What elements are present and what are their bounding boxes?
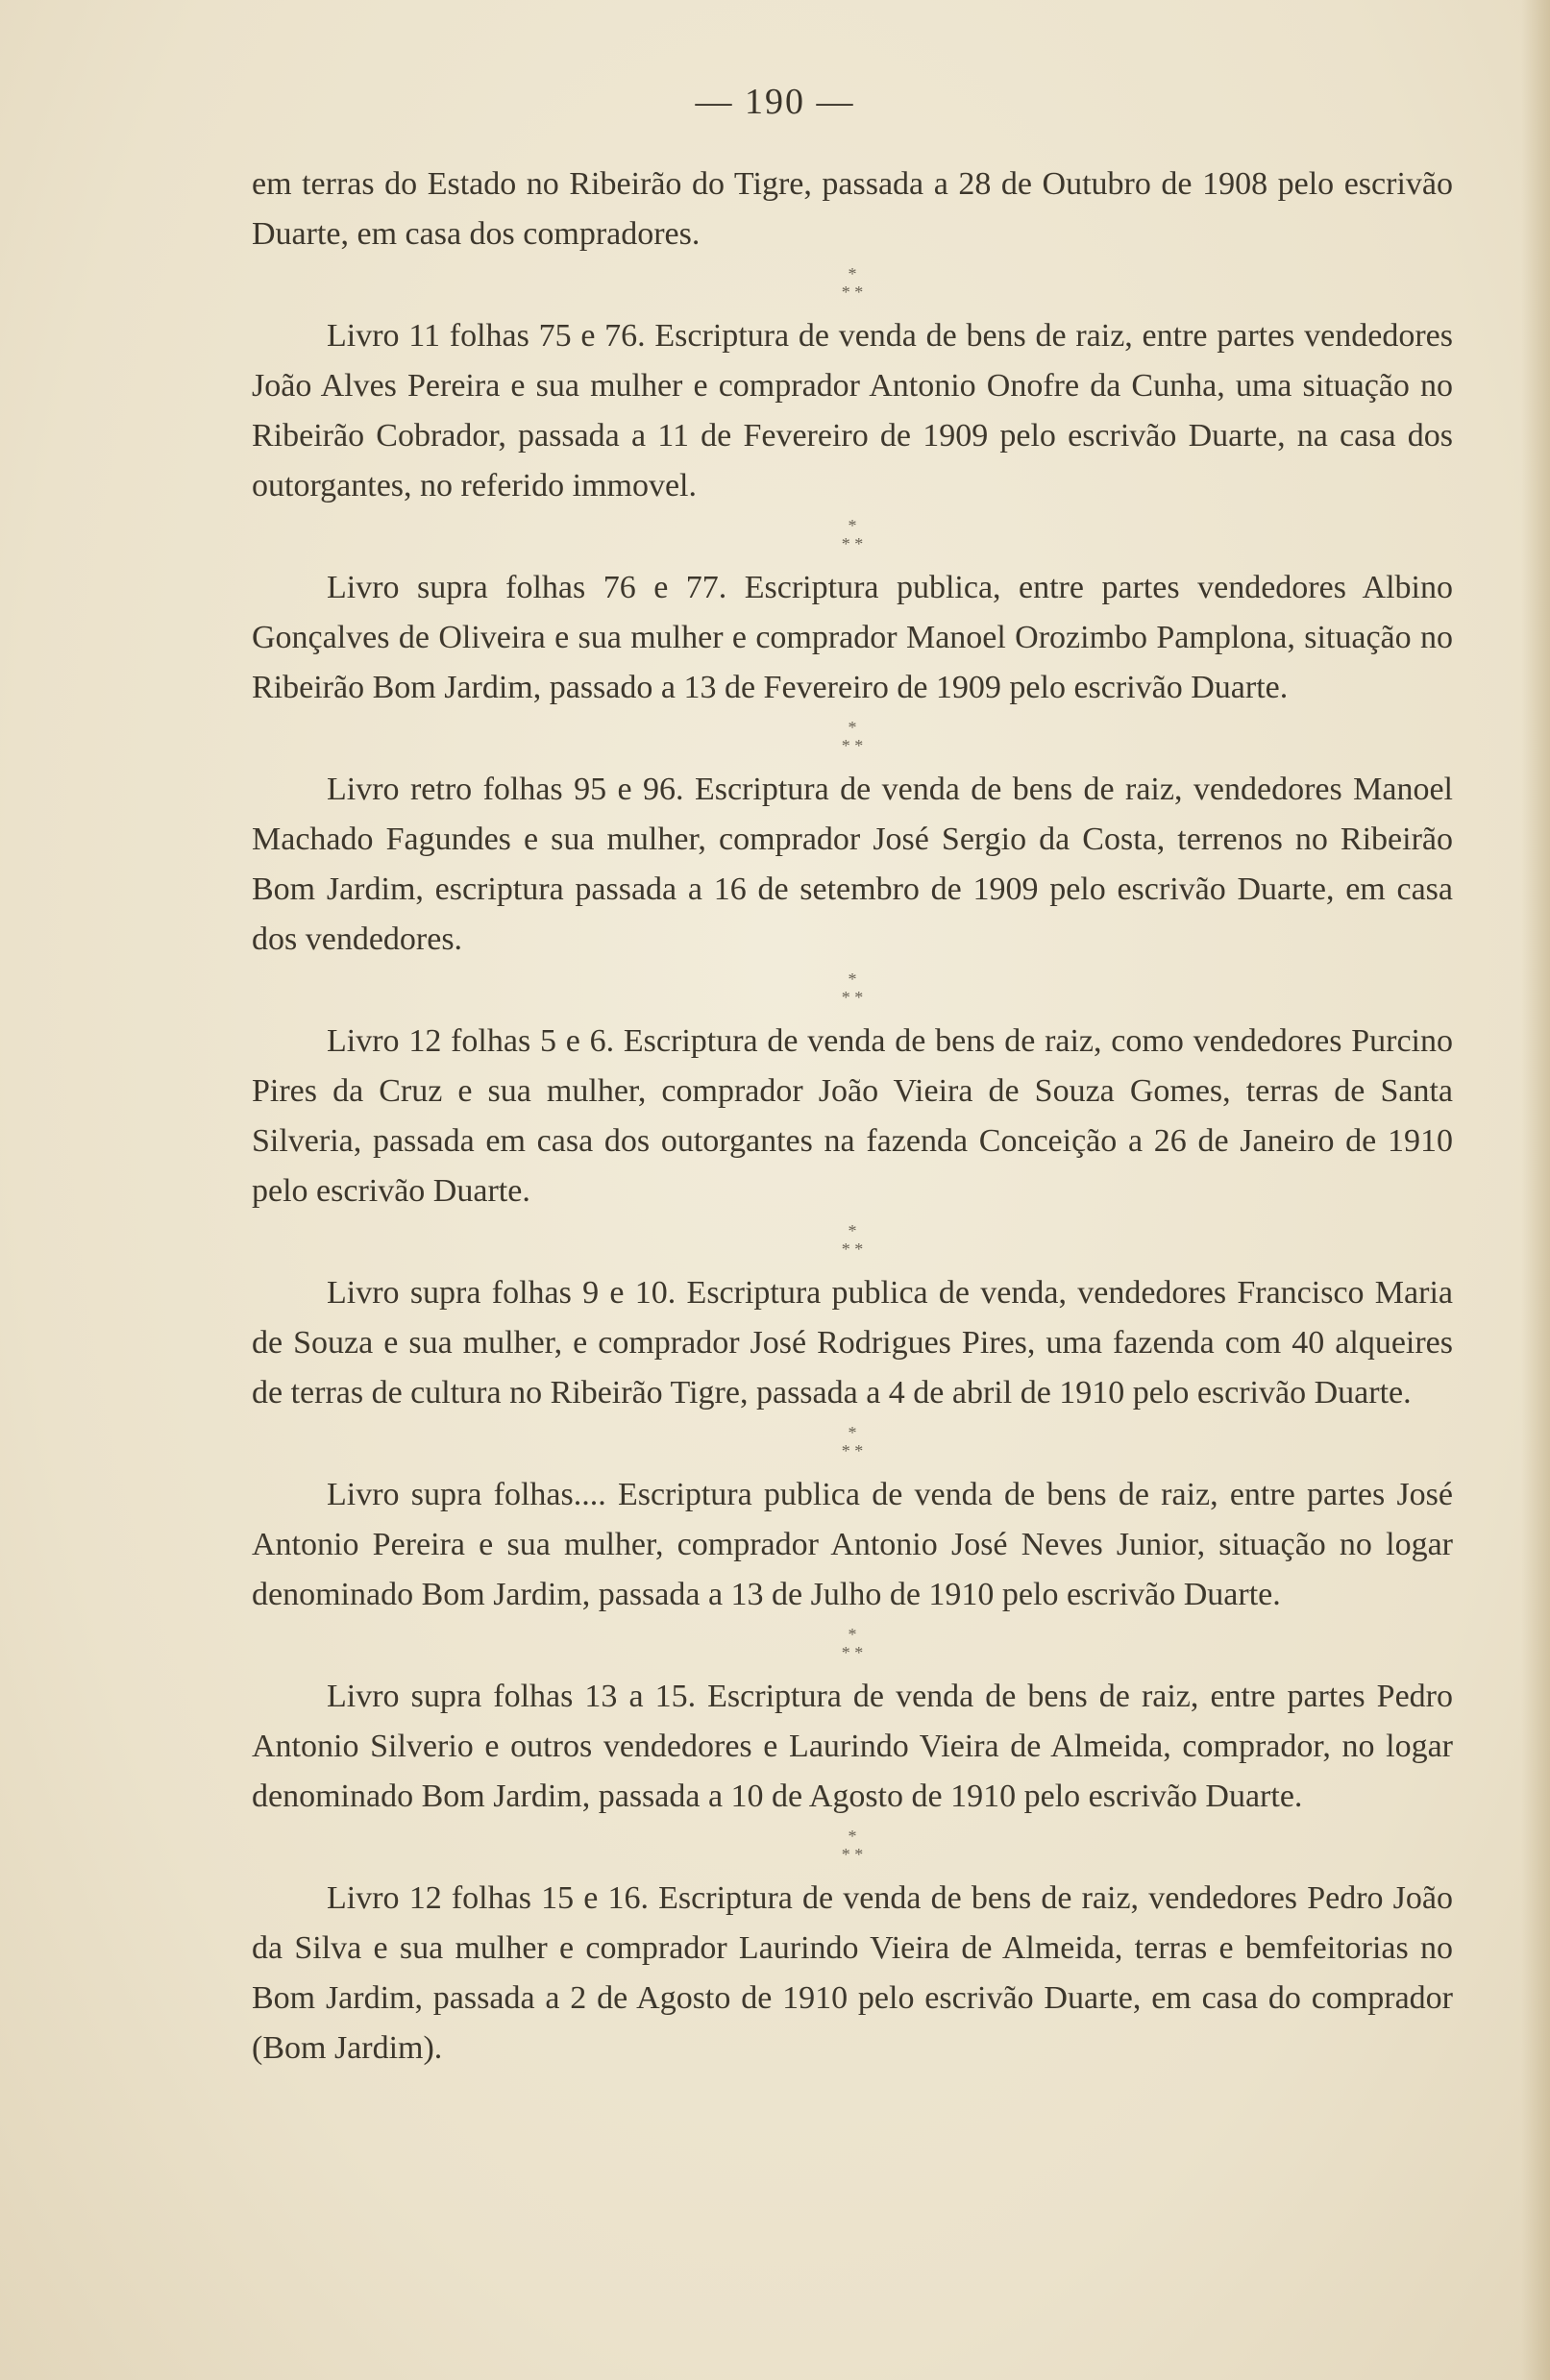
- asterism-separator: * * *: [841, 264, 864, 302]
- page-edge-shadow: [1521, 0, 1550, 2380]
- entry-paragraph: Livro 11 folhas 75 e 76. Escriptura de venda de bens de raiz, entre partes vendedores João Alves Pereira e sua mulher e comprador Antonio Onofre da Cunha, uma situação no Ribeirão Cobrador, passada a 11 de Fevereiro de 1909 pelo escrivão Duarte, na casa dos outorgantes, no referido immovel.: [252, 318, 1453, 503]
- entry-paragraph: Livro retro folhas 95 e 96. Escriptura de venda de bens de raiz, vendedores Manoel Machado Fagundes e sua mulher, comprador José Sergio da Costa, terrenos no Ribeirão Bom Jardim, escriptura passada a 16 de setembro de 1909 pelo escrivão Duarte, em casa dos vendedores.: [252, 772, 1453, 957]
- asterism-separator: * * *: [841, 1827, 864, 1864]
- entry-paragraph: Livro 12 folhas 15 e 16. Escriptura de venda de bens de raiz, vendedores Pedro João da Silva e sua mulher e comprador Laurindo Vieira de Almeida, terras e bemfeitorias no Bom Jardim, passada a 2 de Agosto de 1910 pelo escrivão Duarte, em casa do comprador (Bom Jardim).: [252, 1880, 1453, 2066]
- entry-paragraph: Livro supra folhas 76 e 77. Escriptura publica, entre partes vendedores Albino Gonçalves de Oliveira e sua mulher e comprador Manoel Orozimbo Pamplona, situação no Ribeirão Bom Jardim, passado a 13 de Fevereiro de 1909 pelo escrivão Duarte.: [252, 570, 1453, 705]
- page-number: — 190 —: [695, 82, 855, 122]
- asterism-separator: * * *: [841, 516, 864, 553]
- entry-paragraph: Livro supra folhas 13 a 15. Escriptura de venda de bens de raiz, entre partes Pedro Antonio Silverio e outros vendedores e Laurindo Vieira de Almeida, comprador, no logar denominado Bom Jardim, passada a 10 de Agosto de 1910 pelo escrivão Duarte.: [252, 1679, 1453, 1814]
- entry-paragraph: Livro supra folhas.... Escriptura publica de venda de bens de raiz, entre partes José Antonio Pereira e sua mulher, comprador Antonio José Neves Junior, situação no logar denominado Bom Jardim, passada a 13 de Julho de 1910 pelo escrivão Duarte.: [252, 1477, 1453, 1612]
- entry-paragraph: em terras do Estado no Ribeirão do Tigre, passada a 28 de Outubro de 1908 pelo escrivão Duarte, em casa dos compradores.: [252, 166, 1453, 252]
- entry-paragraph: Livro 12 folhas 5 e 6. Escriptura de venda de bens de raiz, como vendedores Purcino Pires da Cruz e sua mulher, comprador João Vieira de Souza Gomes, terras de Santa Silveria, passada em casa dos outorgantes na fazenda Conceição a 26 de Janeiro de 1910 pelo escrivão Duarte.: [252, 1023, 1453, 1209]
- asterism-separator: * * *: [841, 969, 864, 1007]
- asterism-separator: * * *: [841, 1423, 864, 1460]
- asterism-separator: * * *: [841, 718, 864, 755]
- asterism-separator: * * *: [841, 1221, 864, 1259]
- entry-paragraph: Livro supra folhas 9 e 10. Escriptura publica de venda, vendedores Francisco Maria de Souza e sua mulher, e comprador José Rodrigues Pires, uma fazenda com 40 alqueires de terras de cultura no Ribeirão Tigre, passada a 4 de abril de 1910 pelo escrivão Duarte.: [252, 1275, 1453, 1411]
- asterism-separator: * * *: [841, 1625, 864, 1662]
- text-body: [252, 159, 1453, 2073]
